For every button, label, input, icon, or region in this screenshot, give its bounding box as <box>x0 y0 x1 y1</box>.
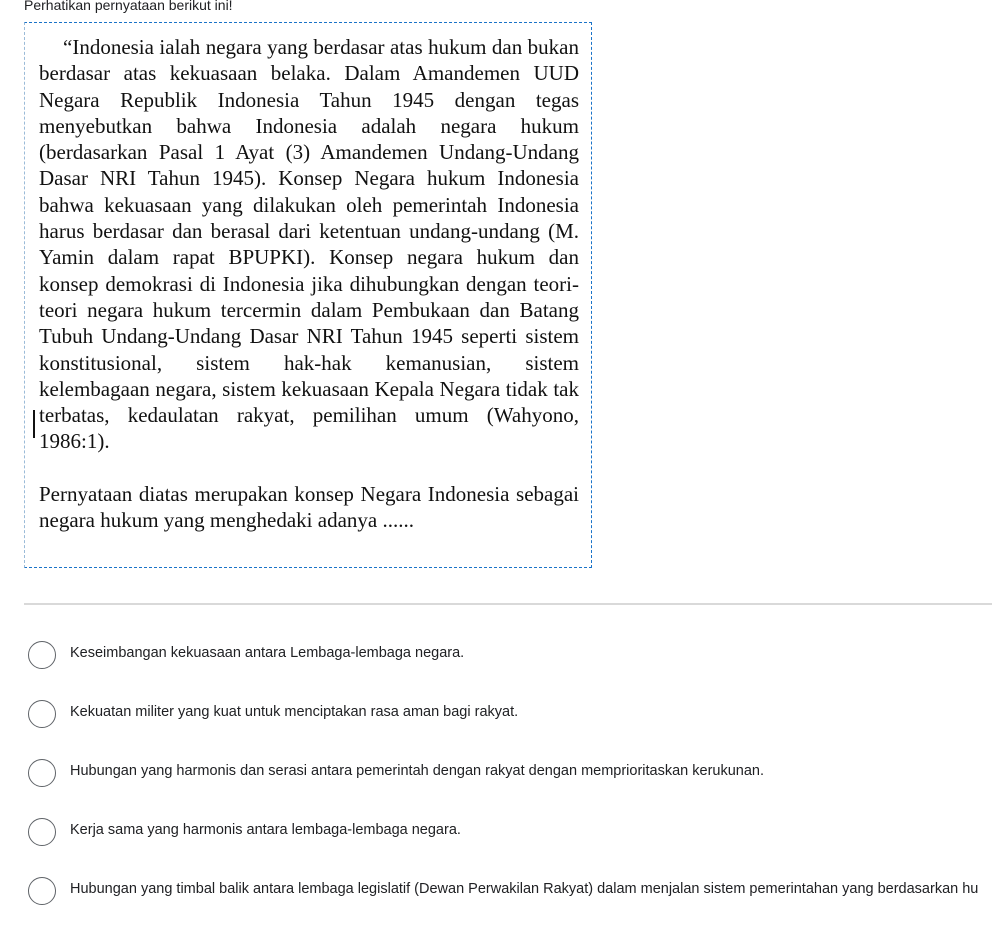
answer-option-1[interactable] <box>28 641 992 675</box>
radio-button[interactable] <box>28 818 56 846</box>
answer-option-2[interactable] <box>28 700 992 734</box>
answer-option-4[interactable] <box>28 818 992 852</box>
option-label: Hubungan yang harmonis dan serasi antara pemerintah dengan rakyat dengan memprioritaskan kerukunan. <box>70 763 765 779</box>
option-label: Kerja sama yang harmonis antara lembaga-lembaga negara. <box>70 822 461 838</box>
answer-option-5[interactable] <box>28 877 992 911</box>
radio-button[interactable] <box>28 759 56 787</box>
instruction-text: Perhatikan pernyataan berikut ini! <box>24 0 233 13</box>
answer-option-3[interactable] <box>28 759 992 793</box>
radio-button[interactable] <box>28 641 56 669</box>
radio-button[interactable] <box>28 877 56 905</box>
passage-question: Pernyataan diatas merupakan konsep Negara Indonesia sebagai negara hukum yang menghedaki adanya ...... <box>39 481 579 533</box>
option-label: Keseimbangan kekuasaan antara Lembaga-lembaga negara. <box>70 645 465 661</box>
section-divider <box>24 603 992 605</box>
passage-paragraph: “Indonesia ialah negara yang berdasar atas hukum dan bukan berdasar atas kekuasaan belaka. Dalam Amandemen UUD Negara Republik Indonesia Tahun 1945 dengan tegas menyebutkan bahwa Indonesia adalah negara hukum (berdasarkan Pasal 1 Ayat (3) Amandemen Undang-Undang Dasar NRI Tahun 1945). Konsep Negara hukum Indonesia bahwa kekuasaan yang dilakukan oleh pemerintah Indonesia harus berdasar dan berasal dari ketentuan undang-undang (M. Yamin dalam rapat BPUPKI). Konsep negara hukum dan konsep demokrasi di Indonesia jika dihubungkan dengan teori-teori negara hukum tercermin dalam Pembukaan dan Batang Tubuh Undang-Undang Dasar NRI Tahun 1945 seperti sistem konstitusional, sistem hak-hak kemanusian, sistem kelembagaan negara, sistem kekuasaan Kepala Negara tidak tak terbatas, kedaulatan rakyat, pemilihan umum (Wahyono, 1986:1). <box>39 35 579 454</box>
option-label: Kekuatan militer yang kuat untuk menciptakan rasa aman bagi rakyat. <box>70 704 519 720</box>
passage-content <box>39 34 579 533</box>
option-label: Hubungan yang timbal balik antara lembaga legislatif (Dewan Perwakilan Rakyat) dalam menjalan sistem pemerintahan yang berdasarkan hu <box>70 881 979 897</box>
text-cursor-mark <box>33 410 35 438</box>
radio-button[interactable] <box>28 700 56 728</box>
